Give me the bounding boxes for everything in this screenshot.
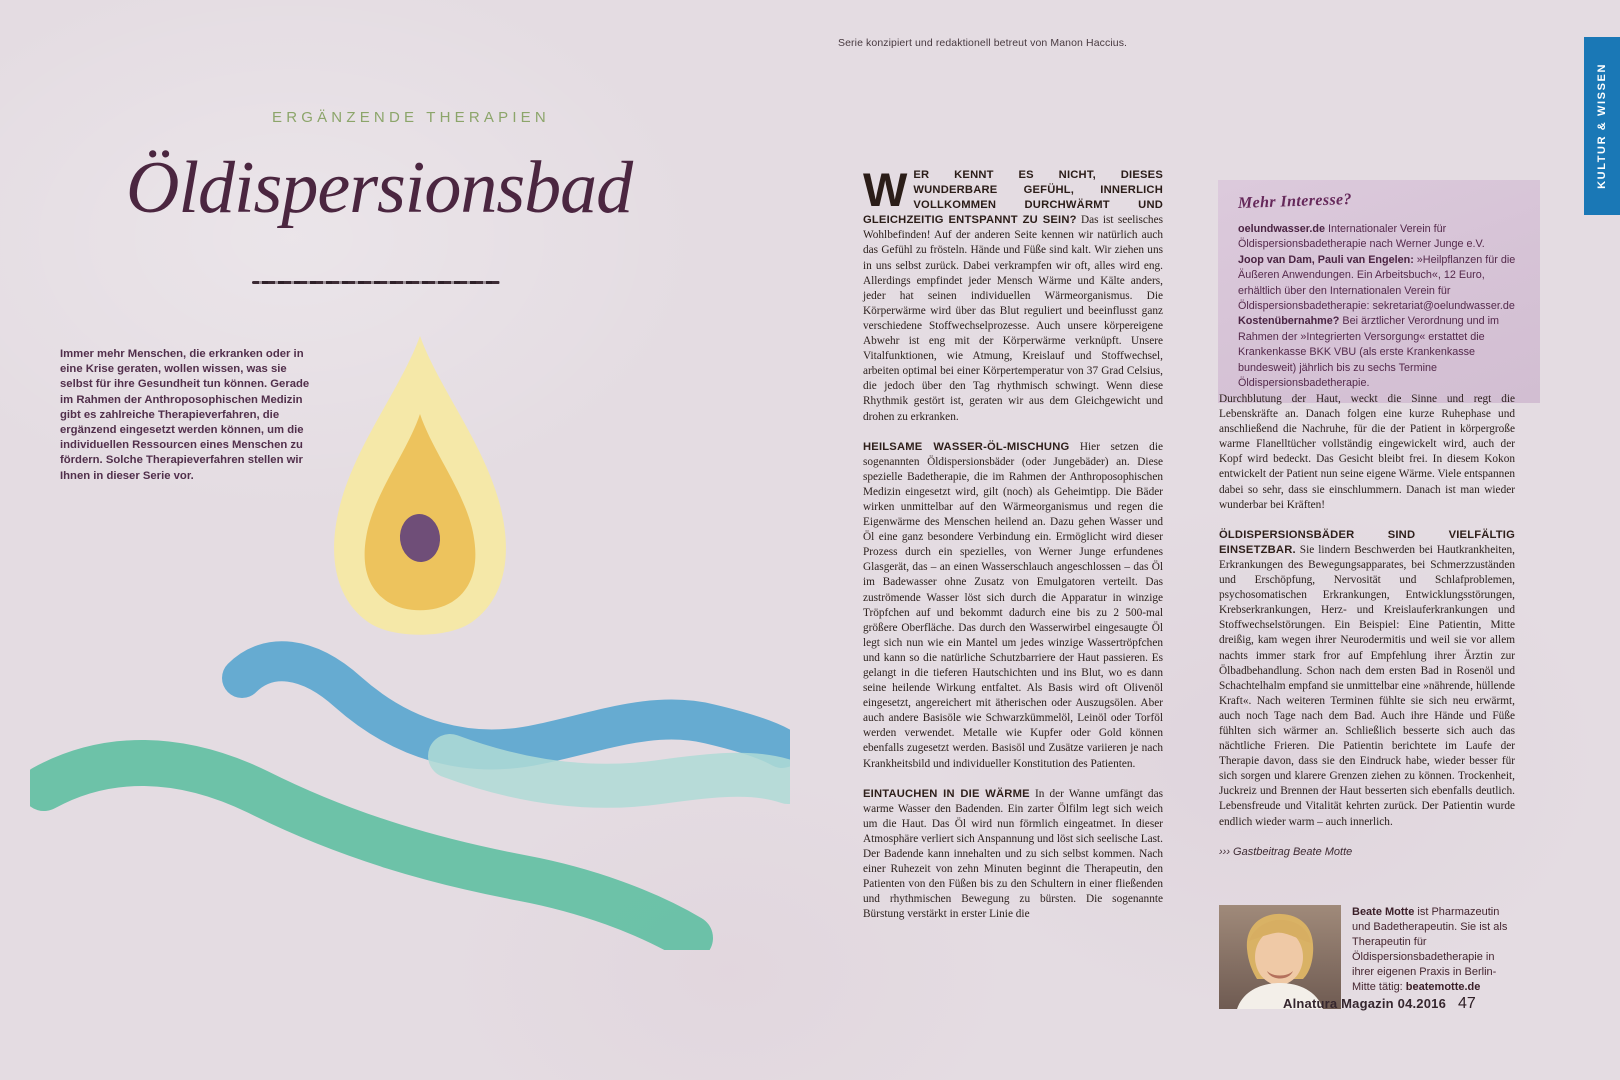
author-website: beatemotte.de xyxy=(1405,981,1481,993)
article-lead: ER KENNT ES NICHT, DIESES WUNDERBARE GEFÜHL, INNERLICH VOLLKOMMEN DURCHWÄRMT UND GLEICHZEITIG ENTSPANNT ZU SEIN? xyxy=(863,169,1163,227)
infobox-item-text: »Heilpflanzen für die Äußeren Anwendungen. Ein Arbeitsbuch«, 12 Euro, erhältlich über den Internationalen Verein für Öldispersionsbadetherapie: sekretariat@oelundwasser.de xyxy=(1238,253,1516,313)
wave-teal xyxy=(450,756,788,786)
more-interest-box xyxy=(1218,180,1540,403)
series-credit: Serie konzipiert und redaktionell betreut von Manon Haccius. xyxy=(838,37,1128,49)
infobox-item xyxy=(1238,314,1520,391)
guest-byline: ››› Gastbeitrag Beate Motte xyxy=(1219,845,1353,858)
author-bio-text: ist Pharmazeutin und Badetherapeutin. Sie ist als Therapeutin für Öldispersionsbadetherapie in ihrer eigenen Praxis in Berlin-Mitte tätig: xyxy=(1352,906,1508,993)
article-paragraph xyxy=(863,440,1163,772)
infobox-item-text: Internationaler Verein für Öldispersionsbadetherapie nach Werner Junge e.V. xyxy=(1238,223,1485,251)
article-text: In der Wanne umfängt das warme Wasser den Badenden. Ein zarter Ölfilm legt sich weich um die Haut. Das Öl wird nun förmlich eingeatmet. In dieser Atmosphäre verliert sich Anspannung und löst sich seelische Last. Der Badende kann innehalten und zu sich selbst kommen. Nach einer Ruhezeit von zehn Minuten beginnt die Therapeutin, den Patienten von den Füßen bis zu den Schultern in einer fließenden und rhythmischen Bewegung zu bürsten. Die sogenannte Bürstung verstärkt in erster Linie die xyxy=(863,787,1163,921)
infobox-item-lead: oelundwasser.de xyxy=(1238,223,1326,235)
section-tab xyxy=(1584,37,1620,215)
article-text: Sie lindern Beschwerden bei Hautkrankheiten, Erkrankungen des Bewegungsapparates, bei Schmerzzuständen und Erschöpfung, Nervosität und Schlafproblemen, psychosomatischen Erkrankungen, Entwicklungsstörungen, Krebserkrankungen, Herz- und Kreislauferkrankungen und Stoffwechselstörungen. Ein Beispiel: Eine Patientin, Mitte dreißig, kam wegen ihrer Neurodermitis und weil sie vor allem nachts immer stark fror auf Empfehlung ihrer Ärztin zur Ölbadbehandlung. Schon nach dem ersten Bad in Rosenöl und Schachtelhalm empfand sie unmittelbar eine »nährende, hüllende Kraft«. Nach weiteren Terminen fühlte sie sich neu erwärmt, auch noch Tage nach dem Bad. Auch ihre Hände und Füße fühlten sich wärmer an. Schließlich besserte sich auch das nächtliche Frieren. Die Patientin berichtete im Laufe der Therapie davon, dass sie den Eindruck habe, wieder besser für sich sorgen und klarere Grenzen ziehen zu können. Trockenheit, Juckreiz und Brennen der Haut besserten sich ebenfalls deutlich. Lebensfreude und Vitalität kehrten zurück. Der Patientin wurde endlich wieder warm – auch innerlich. xyxy=(1219,543,1515,828)
article-column-2 xyxy=(1219,392,1515,860)
kicker: ERGÄNZENDE THERAPIEN xyxy=(272,109,550,126)
paragraph-heading: HEILSAME WASSER-ÖL-MISCHUNG xyxy=(863,440,1070,453)
author-name: Beate Motte xyxy=(1352,906,1415,918)
waves xyxy=(44,661,788,938)
infobox-item-lead: Kostenübernahme? xyxy=(1238,315,1340,328)
magazine-name: Alnatura Magazin 04.2016 xyxy=(1283,996,1447,1011)
title-divider xyxy=(252,281,500,284)
infobox-item-lead: Joop van Dam, Pauli van Engelen: xyxy=(1238,253,1414,266)
article-text: Hier setzen die sogenannten Öldispersionsbäder (oder Jungebäder) an. Diese spezielle Badetherapie, die im Rahmen der Anthroposophischen Medizin eingesetzt wird, gilt (noch) als Geheimtipp. Die Bäder wirken unmittelbar auf den Wärmeorganismus und regen die Eigenwärme des Menschen heilend an. Dazu gehen Wasser und Öl eine ganz besondere Verbindung ein. Ermöglicht wird dieser Prozess durch ein spezielles, von Werner Junge erfundenes Glasgerät, das – an einen Wasserschlauch angeschlossen – das Öl im Badewasser ohne Zusatz von Emulgatoren verteilt. Das zuströmende Wasser löst sich durch die Apparatur in winzige Tröpfchen auf und bekommt dadurch eine bis zu 2 500-mal größere Oberfläche. Das durch den Wasserwirbel eingesaugte Öl legt sich nun wie ein Mantel um jedes winzige Wassertröpfchen und kann so die natürliche Schutzbarriere der Haut passieren. Es gelangt in die tieferen Hautschichten und ins Blut, wo es dann seine heilende Wirkung entfaltet. Als Basis wird oft Olivenöl eingesetzt, angereichert mit ätherischen oder Auszugsölen. Aber auch andere Basisöle wie Schwarzkümmelöl, Leinöl oder Torföl werden verwendet. Metalle wie Kupfer oder Gold können ebenfalls zugesetzt werden. Basisöl und Zusätze variieren je nach Krankheitsbild und individueller Konstitution des Patienten. xyxy=(863,440,1163,770)
wave-blue xyxy=(242,661,782,749)
page-number: 47 xyxy=(1458,995,1476,1012)
paragraph-heading: ÖLDISPERSIONSBÄDER SIND VIELFÄLTIG EINSETZBAR. xyxy=(1219,528,1515,556)
infobox-item xyxy=(1238,222,1520,253)
infobox-heading: Mehr Interesse? xyxy=(1237,191,1353,212)
series-intro: Immer mehr Menschen, die erkranken oder in eine Krise geraten, wollen wissen, was sie selbst für ihre Gesundheit tun können. Gerade im Rahmen der Anthroposophischen Medizin gibt es zahlreiche Therapieverfahren, die ergänzend eingesetzt werden können, um die individuellen Ressourcen eines Menschen zu fördern. Solche Therapieverfahren stellen wir Ihnen in dieser Serie vor. xyxy=(60,348,310,482)
watercolor-illustration xyxy=(30,330,790,950)
article-paragraph: Durchblutung der Haut, weckt die Sinne und regt die Lebenskräfte an. Danach folgen eine kurze Ruhephase und anschließend die Nachruhe, für die der Patient in körpergroße warme Flanelltücher vollständig eingewickelt wird, auch der Kopf wird bedeckt. Das Gesicht bleibt frei. In diesem Kokon entwickelt der Patient nun seine eigene Wärme. Viele entspannen dabei so sehr, dass sie einschlummern. Danach ist man wieder wunderbar bei Kräften! xyxy=(1219,393,1515,511)
author-photo xyxy=(1219,905,1341,1009)
paragraph-heading: EINTAUCHEN IN DIE WÄRME xyxy=(863,787,1030,800)
author-bio xyxy=(1352,905,1519,995)
author-block xyxy=(1219,905,1519,1009)
page-footer xyxy=(1283,995,1476,1013)
infobox-item xyxy=(1238,253,1520,315)
dropcap: W xyxy=(863,163,908,216)
flame-drop xyxy=(334,336,506,635)
article-paragraph xyxy=(863,163,1163,425)
article-paragraph xyxy=(1219,528,1515,830)
section-tab-label: KULTUR & WISSEN xyxy=(1596,63,1608,189)
article-column-1 xyxy=(863,163,1163,923)
page-title: Öldispersionsbad xyxy=(126,147,633,229)
article-paragraph xyxy=(863,787,1163,923)
article-text: Das ist seelisches Wohlbefinden! Auf der anderen Seite kennen wir natürlich auch das Gefühl zu frösteln. Hände und Füße sind kalt. Wir ziehen uns in uns selbst zurück. Dabei verkrampfen wir oft, alles wird eng. Allerdings empfindet jeder Mensch Wärme und Kälte anders, jeder hat seinen individuellen Wärmeorganismus. Die Körperwärme wird über das Blut reguliert und beeinflusst ganz verschiedene Stoffwechselprozesse. Auch unsere körpereigene Abwehr ist eng mit der Körperwärme verknüpft. Unsere Vitalfunktionen, wie Atmung, Kreislauf und Stoffwechsel, arbeiten optimal bei einer Körpertemperatur von 37 Grad Celsius, die jedoch über den Tag rhythmisch schwingt. Wenn diese Rhythmik gestört ist, geraten wir aus dem Gleichgewicht und drohen zu erkranken. xyxy=(863,214,1163,423)
infobox-item-text: Bei ärztlicher Verordnung und im Rahmen der »Integrierten Versorgung« erstattet die Krankenkasse BKK VBU (als erste Krankenkasse bundesweit) jährlich bis zu sechs Termine Öldispersionsbadetherapie. xyxy=(1238,315,1500,390)
